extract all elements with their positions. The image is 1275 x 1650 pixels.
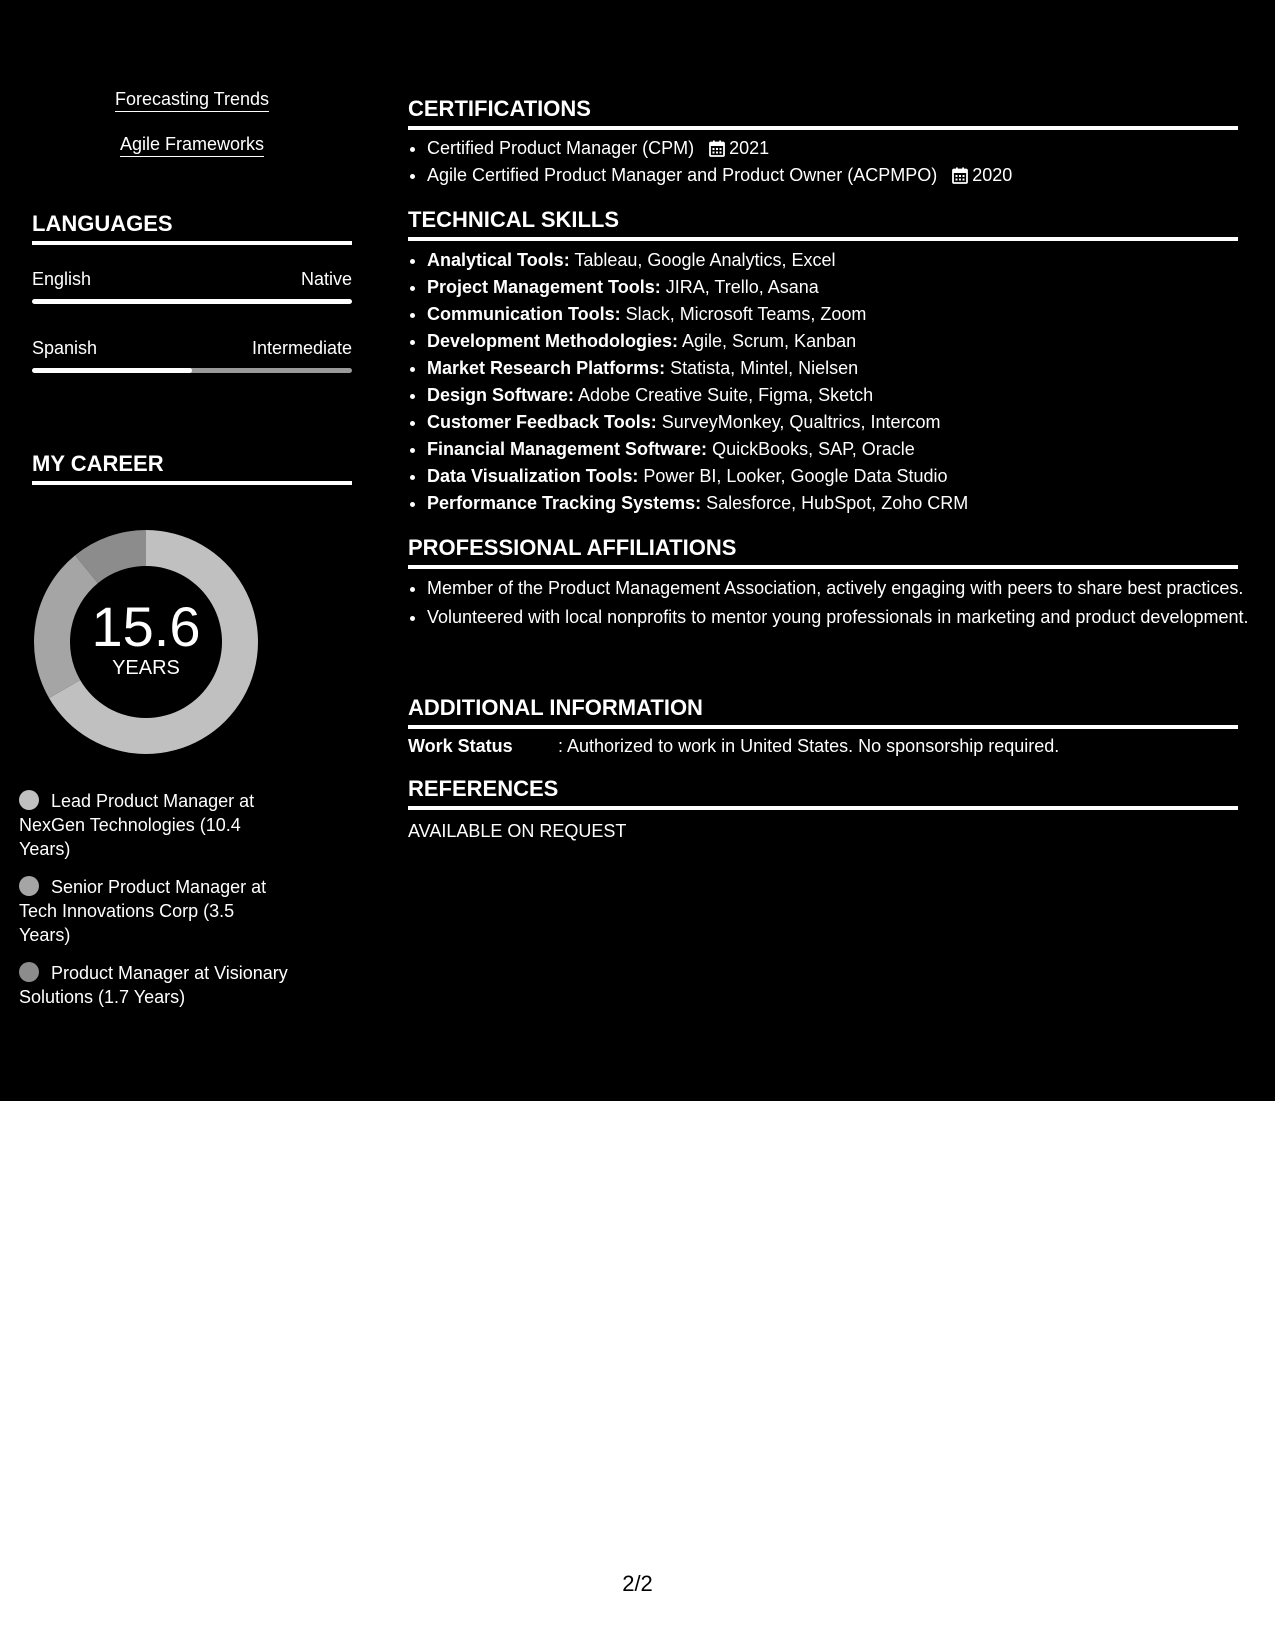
language-name: Spanish <box>32 338 98 358</box>
skill-values: Tableau, Google Analytics, Excel <box>569 250 836 270</box>
career-donut-center <box>34 530 258 754</box>
technical-skill-item <box>427 329 1257 353</box>
skill-values: SurveyMonkey, Qualtrics, Intercom <box>656 412 941 432</box>
technical-skill-item <box>427 437 1257 461</box>
technical-skills-heading: TECHNICAL SKILLS <box>408 207 1238 241</box>
skill-values: JIRA, Trello, Asana <box>660 277 819 297</box>
career-legend-item <box>19 789 289 861</box>
certification-item <box>427 163 1257 187</box>
technical-skill-item <box>427 248 1257 272</box>
affiliations-heading: PROFESSIONAL AFFILIATIONS <box>408 535 1238 569</box>
certification-year: 2020 <box>972 165 1013 185</box>
technical-skills-list <box>408 248 1257 518</box>
skill-category: Project Management Tools: <box>427 277 661 297</box>
certifications-list <box>408 136 1257 190</box>
work-status-label: Work Status <box>408 736 513 756</box>
technical-skill-item <box>427 356 1257 380</box>
references-heading: REFERENCES <box>408 776 1238 810</box>
skill-values: Slack, Microsoft Teams, Zoom <box>620 304 867 324</box>
technical-skill-item <box>427 410 1257 434</box>
languages-heading: LANGUAGES <box>32 211 352 245</box>
certification-year: 2021 <box>729 138 770 158</box>
skill-values: Adobe Creative Suite, Figma, Sketch <box>574 385 874 405</box>
calendar-icon <box>709 140 725 157</box>
certification-name: Certified Product Manager (CPM) <box>427 138 695 158</box>
career-legend-item <box>19 961 289 1009</box>
skill-category: Communication Tools: <box>427 304 621 324</box>
work-status-value: : Authorized to work in United States. No sponsorship required. <box>558 736 1060 756</box>
legend-dot-icon <box>19 876 39 896</box>
calendar-icon <box>952 167 968 184</box>
skill-tag: Agile Frameworks <box>32 133 352 155</box>
language-proficiency-bar <box>32 299 352 304</box>
career-legend-label: Product Manager at Visionary Solutions (1.7 Years) <box>19 963 288 1007</box>
affiliation-item: • Volunteered with local nonprofits to mentor young professionals in marketing and product development. <box>427 605 1257 629</box>
certification-item <box>427 136 1257 160</box>
skill-category: Design Software: <box>427 385 575 405</box>
technical-skill-item <box>427 275 1257 299</box>
affiliations-list <box>408 576 1257 632</box>
page-number: 2/2 <box>622 1571 653 1596</box>
language-row <box>32 337 352 359</box>
work-status-row <box>408 734 1238 758</box>
skill-category: Data Visualization Tools: <box>427 466 639 486</box>
career-legend-label: Lead Product Manager at NexGen Technologies (10.4 Years) <box>19 791 255 859</box>
language-level: Native <box>300 269 352 289</box>
additional-info-heading: ADDITIONAL INFORMATION <box>408 695 1238 729</box>
legend-dot-icon <box>19 790 39 810</box>
technical-skill-item <box>427 383 1257 407</box>
skill-category: Analytical Tools: <box>427 250 570 270</box>
career-heading: MY CAREER <box>32 451 352 485</box>
skill-values: Agile, Scrum, Kanban <box>678 331 857 351</box>
career-total-years: 15.6 <box>91 595 201 658</box>
skill-tag: Forecasting Trends <box>32 88 352 110</box>
language-name: English <box>32 269 92 289</box>
affiliation-item: • Member of the Product Management Association, actively engaging with peers to share best practices. <box>427 576 1257 600</box>
certification-name: Agile Certified Product Manager and Product Owner (ACPMPO) <box>427 165 938 185</box>
language-proficiency-bar <box>32 368 352 373</box>
skill-category: Market Research Platforms: <box>427 358 666 378</box>
career-legend <box>19 789 289 1023</box>
skill-values: QuickBooks, SAP, Oracle <box>707 439 915 459</box>
skill-category: Development Methodologies: <box>427 331 679 351</box>
certifications-heading: CERTIFICATIONS <box>408 96 1238 130</box>
language-level: Intermediate <box>251 338 352 358</box>
career-donut-chart <box>34 530 258 754</box>
technical-skill-item <box>427 491 1257 515</box>
legend-dot-icon <box>19 962 39 982</box>
skill-category: Customer Feedback Tools: <box>427 412 657 432</box>
skill-values: Statista, Mintel, Nielsen <box>665 358 859 378</box>
skill-values: Salesforce, HubSpot, Zoho CRM <box>701 493 969 513</box>
technical-skill-item <box>427 464 1257 488</box>
career-legend-label: Senior Product Manager at Tech Innovations Corp (3.5 Years) <box>19 877 267 945</box>
technical-skill-item <box>427 302 1257 326</box>
career-total-unit: YEARS <box>112 657 180 679</box>
references-text: AVAILABLE ON REQUEST <box>408 821 627 841</box>
language-row <box>32 268 352 290</box>
career-legend-item <box>19 875 289 947</box>
skill-category: Financial Management Software: <box>427 439 708 459</box>
skill-category: Performance Tracking Systems: <box>427 493 702 513</box>
skill-values: Power BI, Looker, Google Data Studio <box>638 466 948 486</box>
